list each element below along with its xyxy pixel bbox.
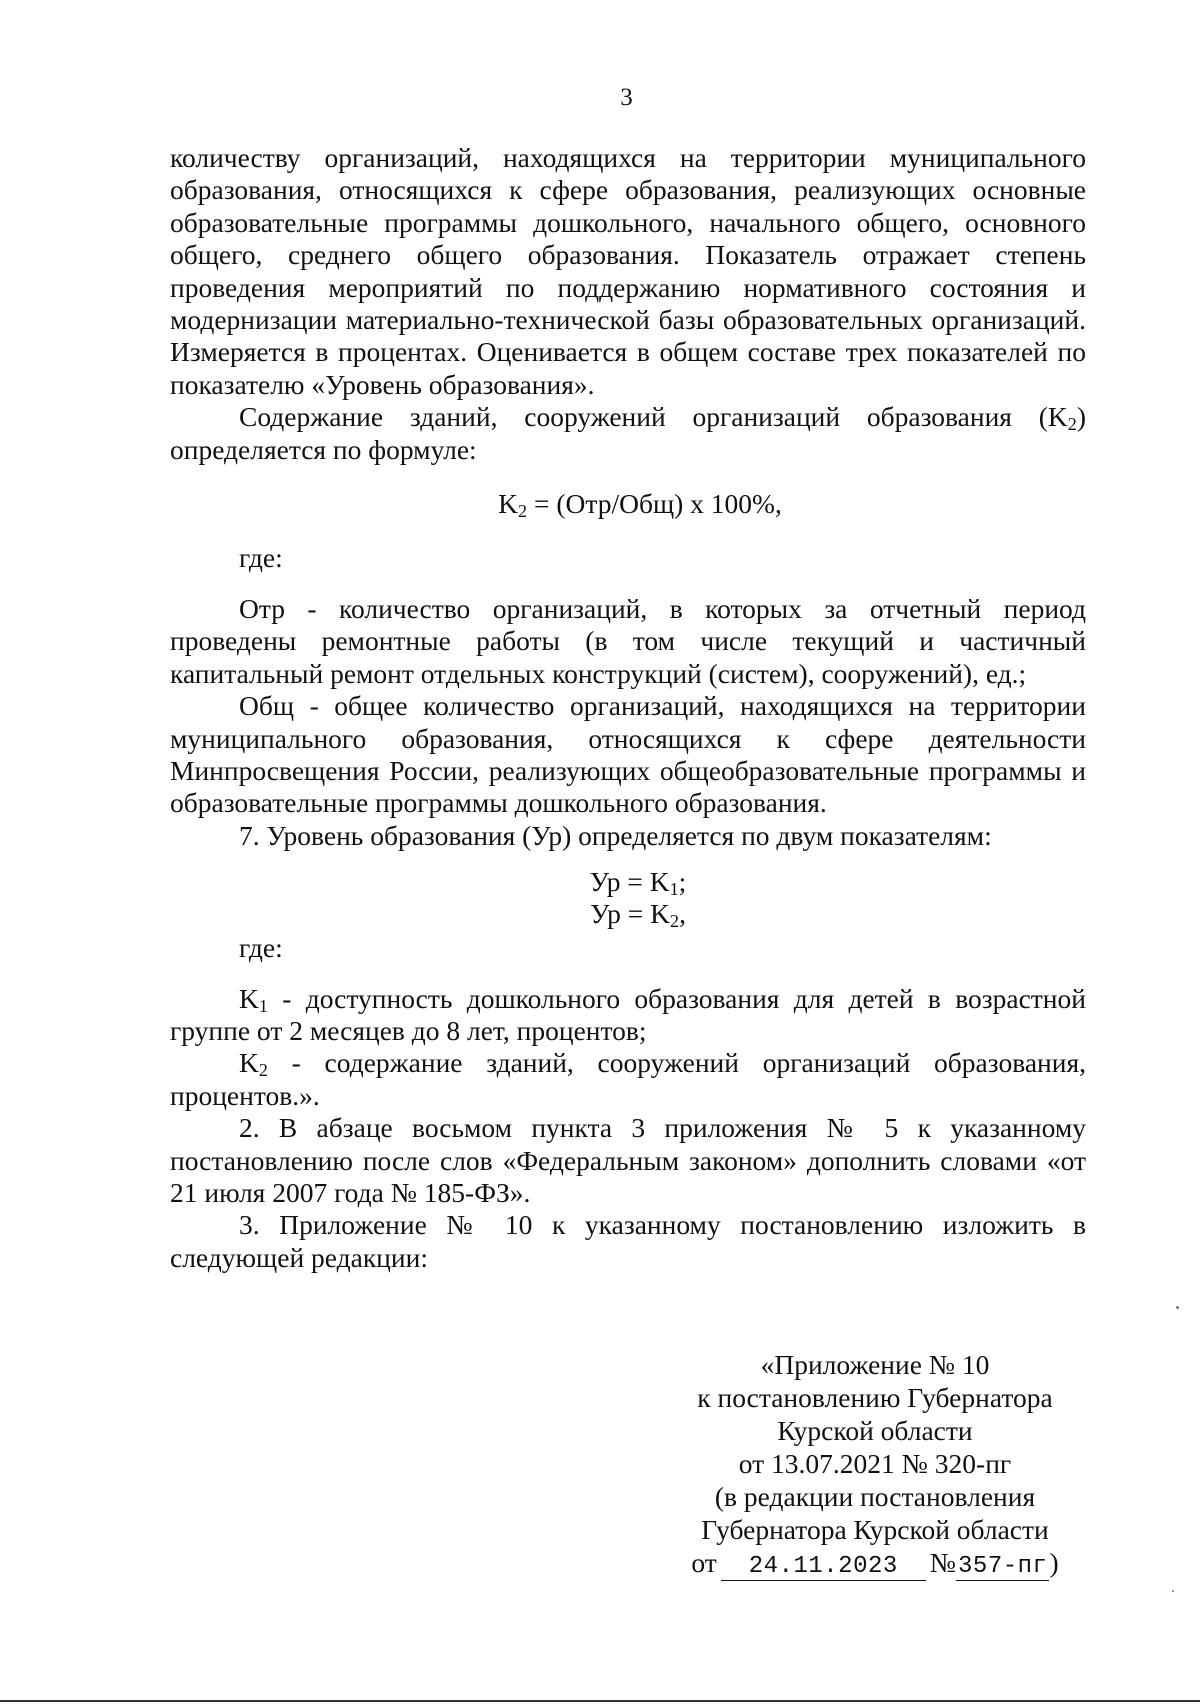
appendix-header [665,1348,1085,1581]
appendix-line-6: Губернатора Курской области [701,1514,1049,1545]
spacer [170,575,1086,593]
appendix-line-3: Курской области [777,1415,973,1446]
where-label-1: где: [239,542,283,574]
k2-subscript: 2 [258,1060,268,1081]
scan-speck [1172,1590,1174,1592]
k2-symbol: K [239,1047,259,1079]
paragraph-item-2: 2. В абзаце восьмом пункта 3 приложения № 5 к указанному постановлению после слов «Федеральным законом» дополнить словами «от 21 июля 2007 года № 185-ФЗ». [170,1112,1086,1208]
document-body [170,142,1086,1274]
formula-k2-expression: = (Отр/Общ) x 100%, [527,488,782,520]
appendix-date-number-line [665,1546,1085,1581]
k1-text: - доступность дошкольного образования для детей в возрастной группе от 2 месяцев до 8 лет, процентов; [170,982,1086,1046]
formula-ur-k2 [190,898,1086,930]
k2-definition-text: Содержание зданий, сооружений организаций образования (K [239,401,1068,433]
from-label: от [691,1547,717,1578]
appendix-line-4: от 13.07.2021 № 320-пг [738,1448,1012,1479]
k1-symbol: K [239,982,259,1014]
k1-subscript: 1 [258,995,268,1016]
number-label: № [929,1547,957,1578]
spacer [170,965,1086,983]
formula-ur-k2-left: Ур = K [590,898,670,930]
k2-definition-continuation: определяется по формуле: [170,433,477,465]
formula-k2-symbol: K [498,488,519,520]
scan-edge-line [0,1700,1200,1702]
formula-ur-k1-subscript: 1 [669,879,679,900]
paragraph-k2-definition [170,401,1086,466]
paragraph-education-level: 7. Уровень образования (Ур) определяется по двум показателям: [239,819,992,851]
formula-education-level [170,866,1086,930]
formula-k2 [170,488,1086,520]
appendix-line-1: «Приложение № 10 [760,1349,990,1380]
k2-text: - содержание зданий, сооружений организаций образования, процентов.». [170,1047,1086,1111]
formula-ur-k1-left: Ур = K [589,866,670,898]
number-field: 357-пг [958,1553,1048,1580]
paragraph-obsh-definition: Общ - общее количество организаций, находящихся на территории муниципального образования, относящихся к сфере деятельности Минпросвещения России, реализующих общеобразовательные программы и образовательные программы дошкольного образования. [170,690,1086,819]
scan-speck [1176,1306,1179,1309]
date-field: 24.11.2023 [721,1554,926,1581]
paragraph-k1-definition [170,983,1086,1048]
formula-ur-k2-punct: , [679,898,686,930]
paragraph-item-3: 3. Приложение № 10 к указанному постановлению изложить в следующей редакции: [170,1209,1086,1273]
k2-definition-close: ) [1076,401,1086,433]
formula-ur-k1 [190,866,1086,898]
paragraph-otr-definition: Отр - количество организаций, в которых за отчетный период проведены ремонтные работы (в том числе текущий и частичный капитальный ремонт отдельных конструкций (систем), сооружений), ед.; [170,592,1086,689]
formula-ur-k2-subscript: 2 [669,911,680,932]
page-number: 3 [620,84,633,111]
formula-ur-k1-punct: ; [678,866,687,898]
k2-definition-subscript: 2 [1067,414,1077,435]
formula-k2-subscript: 2 [518,501,528,522]
paragraph-k2-short-definition [170,1047,1086,1112]
paragraph-indicator-description: количеству организаций, находящихся на территории муниципального образования, относящихся к сфере образования, реализующих основные образовательные программы дошкольного, начального общего, основного общего, среднего общего образования. Показатель отражает степень проведения мероприятий по поддержанию нормативного состояния и модернизации материально-технической базы образовательных организаций. Измеряется в процентах. Оценивается в общем составе трех показателей по показателю «Уровень образования». [170,142,1086,400]
close-paren: ) [1049,1547,1059,1578]
appendix-line-2: к постановлению Губернатора [697,1382,1053,1413]
where-label-2: где: [239,932,283,964]
appendix-line-5: (в редакции постановления [714,1481,1036,1512]
